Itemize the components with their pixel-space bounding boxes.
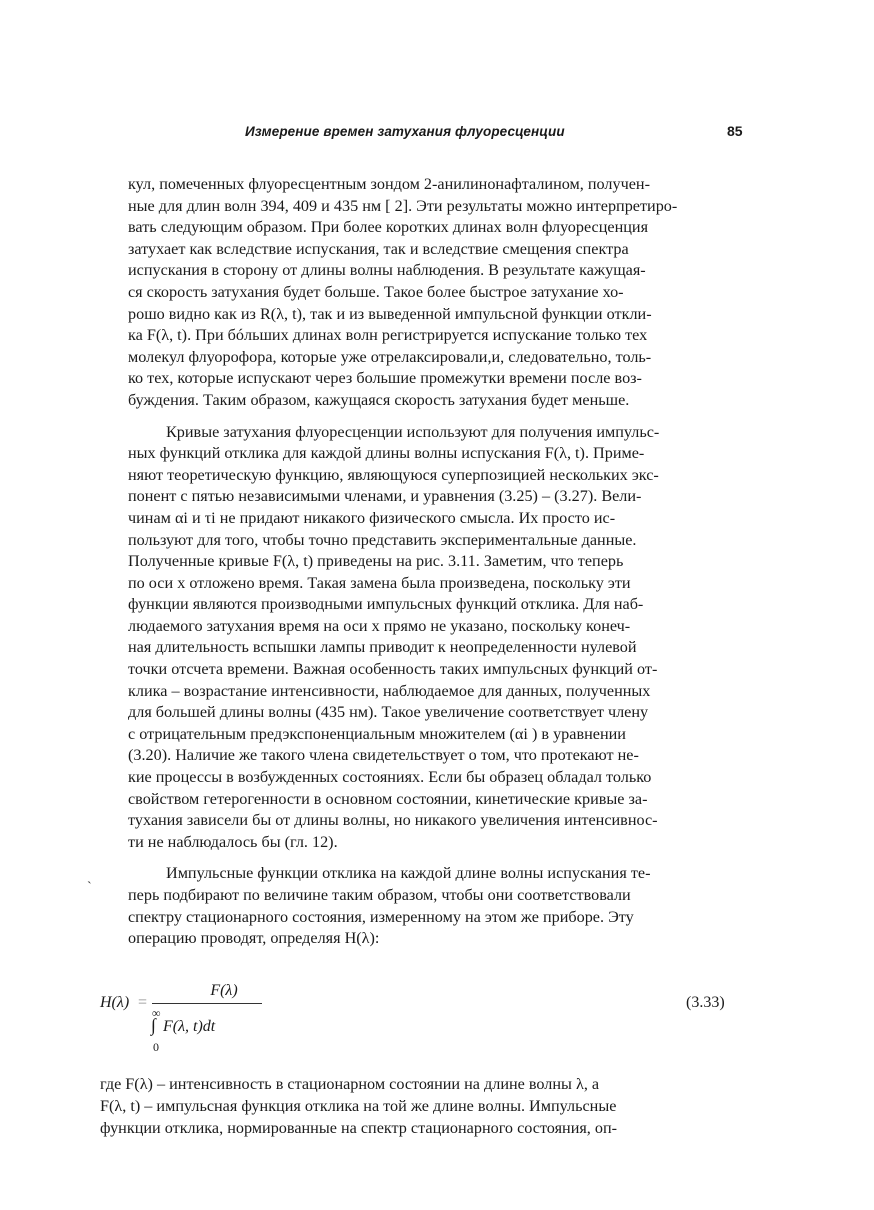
text-line: тухания зависели бы от длины волны, но никакого увеличения интенсивнос- bbox=[128, 811, 658, 830]
text-line: ти не наблюдалось бы (гл. 12). bbox=[128, 832, 338, 851]
integral-lower-limit: 0 bbox=[153, 1040, 159, 1054]
text-line: кие процессы в возбужденных состояниях. Если бы образец обладал только bbox=[128, 768, 652, 787]
text-line: ная длительность вспышки лампы приводит к неопределенности нулевой bbox=[128, 638, 637, 657]
page-number: 85 bbox=[727, 123, 743, 139]
text-line: где F(λ) – интенсивность в стационарном состоянии на длине волны λ, а bbox=[100, 1075, 600, 1093]
text-line: точки отсчета времени. Важная особенность таких импульсных функций от- bbox=[128, 660, 658, 679]
text-line: вать следующим образом. При более коротких длинах волн флуоресценция bbox=[128, 218, 649, 237]
text-line: чинам αi и τi не придают никакого физического смысла. Их просто ис- bbox=[128, 508, 616, 527]
text-line: свойством гетерогенности в основном состоянии, кинетические кривые за- bbox=[128, 789, 648, 808]
paragraph-4 bbox=[100, 1073, 736, 1139]
text-line: операцию проводят, определяя H(λ): bbox=[128, 929, 380, 948]
text-line: для большей длины волны (435 нм). Такое увеличение соответствует члену bbox=[128, 703, 649, 722]
text-line: с отрицательным предэкспоненциальным множителем (αi ) в уравнении bbox=[128, 724, 626, 743]
text-line: буждения. Таким образом, кажущаяся скорость затухания будет меньше. bbox=[128, 390, 630, 409]
text-line: (3.20). Наличие же такого члена свидетельствует о том, что протекают не- bbox=[128, 746, 639, 765]
text-line: затухает как вследствие испускания, так и вследствие смещения спектра bbox=[128, 239, 629, 258]
text-line: Кривые затухания флуоресценции используют для получения импульс- bbox=[166, 422, 660, 441]
text-line: рошо видно как из R(λ, t), так и из выведенной импульсной функции откли- bbox=[128, 304, 652, 323]
fraction-bar bbox=[152, 1003, 262, 1004]
text-line: пользуют для того, чтобы точно представить экспериментальные данные. bbox=[128, 530, 637, 549]
equation-number: (3.33) bbox=[686, 994, 725, 1011]
formula-equals: = bbox=[138, 994, 148, 1011]
text-line: испускания в сторону от длины волны наблюдения. В результате кажущая- bbox=[128, 261, 646, 280]
text-line: ных функций отклика для каждой длины волны испускания F(λ, t). Приме- bbox=[128, 444, 645, 463]
text-line: ные для длин волн 394, 409 и 435 нм [ 2]. Эти результаты можно интерпретиро- bbox=[128, 196, 678, 215]
formula-integrand: F(λ, t)dt bbox=[163, 1018, 216, 1035]
text-line: Полученные кривые F(λ, t) приведены на рис. 3.11. Заметим, что теперь bbox=[128, 552, 624, 571]
text-line: ко тех, которые испускают через большие промежутки времени после воз- bbox=[128, 369, 642, 388]
text-line: ся скорость затухания будет больше. Такое более быстрое затухание хо- bbox=[128, 282, 624, 301]
text-line: функции отклика, нормированные на спектр стационарного состояния, оп- bbox=[100, 1119, 618, 1137]
text-line: молекул флуорофора, которые уже отрелаксировали,и, следовательно, толь- bbox=[128, 347, 652, 366]
paragraph-1 bbox=[128, 174, 734, 412]
text-line: F(λ, t) – импульсная функция отклика на той же длине волны. Импульсные bbox=[100, 1097, 617, 1115]
text-line: по оси x отложено время. Такая замена была произведена, поскольку эти bbox=[128, 573, 631, 592]
text-line: перь подбирают по величине таким образом, чтобы они соответствовали bbox=[128, 886, 631, 904]
text-line: ка F(λ, t). При бóльших длинах волн регистрируется испускание только тех bbox=[128, 326, 648, 345]
text-line: спектру стационарного состояния, измеренному на этом же приборе. Эту bbox=[128, 907, 634, 926]
text-line: понент с пятью независимыми членами, и уравнения (3.25) – (3.27). Вели- bbox=[128, 487, 642, 506]
integral-sign: ∫ bbox=[151, 1015, 156, 1035]
text-line: няют теоретическую функцию, являющуюся суперпозицией нескольких экс- bbox=[128, 465, 659, 484]
formula-numerator: F(λ) bbox=[210, 982, 238, 999]
formula-lhs: H(λ) bbox=[100, 994, 130, 1011]
text-line: людаемого затухания время на оси x прямо не указано, поскольку конеч- bbox=[128, 616, 631, 635]
body-text bbox=[128, 174, 734, 960]
text-line: Импульсные функции отклика на каждой длине волны испускания те- bbox=[166, 864, 651, 883]
integral-upper-limit: ∞ bbox=[152, 1006, 161, 1020]
running-title: Измерение времен затухания флуоресценции bbox=[245, 124, 565, 139]
text-line: клика – возрастание интенсивности, наблюдаемое для данных, полученных bbox=[128, 681, 651, 700]
paragraph-2 bbox=[128, 422, 734, 854]
text-line: функции являются производными импульсных функций отклика. Для наб- bbox=[128, 595, 644, 614]
equation-3-33 bbox=[100, 982, 740, 1056]
text-line: кул, помеченных флуоресцентным зондом 2-анилинонафталином, получен- bbox=[128, 175, 650, 193]
paragraph-3 bbox=[128, 863, 734, 949]
margin-mark: ` bbox=[87, 880, 92, 895]
